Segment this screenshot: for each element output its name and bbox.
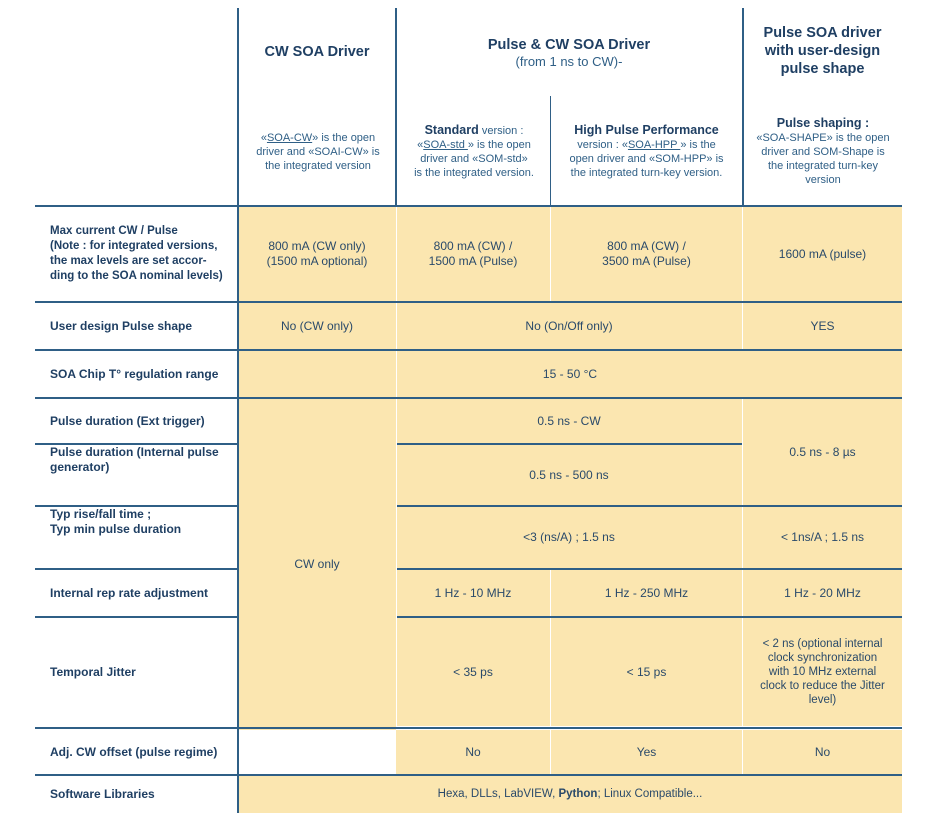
jitter-shape-3: with 10 MHz external [768,666,877,678]
hline-r4 [35,443,237,445]
user-pulse-label-text: User design Pulse shape [50,318,193,333]
hline-r7b [397,616,902,618]
software-pre: Hexa, DLLs, LabVIEW, [437,788,559,800]
vline-body-pulse-shape-1 [742,207,743,349]
max-current-std-2: 1500 mA (Pulse) [428,254,518,268]
header-shape-line-2: with user-design [764,43,881,59]
desc-shape-line3: the integrated turn-key [767,159,879,172]
desc-hpp-post: » is the [680,138,716,151]
pulse-int-label-2: generator) [50,460,110,474]
desc-shape-line2: driver and SOM-Shape is [761,145,885,158]
max-current-std [396,207,550,301]
pulse-ext-value-text: 0.5 ns - CW [537,413,601,428]
desc-cw-line3: the integrated version [265,160,371,172]
desc-std-name: SOA-std [423,138,468,151]
vline-label-cw [237,8,239,813]
hline-header [35,205,902,207]
rep-rate-std-text: 1 Hz - 10 MHz [434,585,512,600]
desc-std-pre: « [417,138,424,151]
header-shape-line-1: Pulse SOA driver [763,25,882,41]
row-label-software [35,776,237,813]
hline-r3 [35,397,902,399]
header-pulse-cw-soa-driver [396,30,742,74]
temp-range-value [238,351,902,397]
max-current-label-4: ding to the SOA nominal levels) [50,270,223,282]
desc-std-bold: Standard [424,122,479,137]
jitter-shape-4: clock to reduce the Jitter [760,680,885,692]
desc-hpp-line3: the integrated turn-key version. [570,166,723,179]
jitter-shape-2: clock synchronization [767,652,878,664]
header-cw-title-text: CW SOA Driver [264,44,370,60]
cw-offset-hpp-text: Yes [636,744,657,759]
max-current-label-3: the max levels are set accor- [50,255,207,267]
vline-std-hpp [550,96,551,206]
header-pulse-cw-sub: (from 1 ns to CW)- [515,53,623,69]
max-current-label-2: (Note : for integrated versions, [50,240,218,252]
cw-offset-std-text: No [465,744,481,759]
rep-rate-std [396,570,550,616]
cw-offset-std [396,730,550,774]
user-pulse-cw-text: No (CW only) [280,318,353,333]
row-label-rise [35,507,237,568]
rise-pulse [396,507,742,568]
header-pulse-shape-driver [743,20,902,82]
cw-only-text: CW only [294,557,340,571]
rep-rate-label-text: Internal rep rate adjustment [50,585,209,600]
rep-rate-shape-text: 1 Hz - 20 MHz [784,585,861,600]
rise-shape-text: < 1ns/A ; 1.5 ns [780,530,865,544]
vline-body-std-hpp-2 [550,570,551,774]
desc-cw-line2: driver and «SOAI-CW» is [256,146,380,158]
header-shape-line-3: pulse shape [780,61,865,77]
user-pulse-shape [743,303,902,349]
user-pulse-pulse-text: No (On/Off only) [525,318,613,333]
pulse-shape-merged [743,399,902,505]
pulse-ext-label-text: Pulse duration (Ext trigger) [50,413,205,428]
hline-r1 [35,301,902,303]
rise-pulse-text: <3 (ns/A) ; 1.5 ns [523,530,615,544]
user-pulse-cw [238,303,396,349]
max-current-label-1: Max current CW / Pulse [50,225,178,237]
pulse-shape-merged-text: 0.5 ns - 8 µs [789,444,856,459]
row-label-max-current [35,207,237,301]
hline-r5b [397,505,902,507]
desc-shape-bold: Pulse shaping : [776,115,870,130]
desc-cw [240,122,396,182]
user-pulse-shape-text: YES [810,318,835,333]
hline-r7 [35,616,237,618]
max-current-cw-1: 800 mA (CW only) [268,239,366,253]
software-value [238,776,902,813]
row-label-pulse-ext [35,399,237,443]
pulse-int-value-text: 0.5 ns - 500 ns [529,467,609,482]
rise-label-1: Typ rise/fall time ; [50,507,152,521]
user-pulse-pulse [396,303,742,349]
pulse-int-value [396,445,742,505]
cw-only-merged [238,399,396,730]
rep-rate-hpp-text: 1 Hz - 250 MHz [604,585,689,600]
desc-cw-mid: » is the open [312,132,376,144]
jitter-std [396,618,550,726]
desc-std-rest: version : [478,124,524,137]
pulse-int-label-1: Pulse duration (Internal pulse [50,445,219,459]
header-pulse-cw-title: Pulse & CW SOA Driver [487,36,651,53]
max-current-cw [238,207,396,301]
desc-std-line2: driver and «SOM-std» [420,152,528,165]
desc-hpp-name: SOA-HPP [627,138,681,151]
desc-hpp-bold: High Pulse Performance [574,122,719,137]
hline-r8 [35,727,902,729]
desc-hpp-line2: open driver and «SOM-HPP» is [569,152,724,165]
jitter-std-text: < 35 ps [453,664,493,679]
max-current-hpp [551,207,742,301]
jitter-hpp-text: < 15 ps [626,664,667,679]
row-label-temp-range [35,351,237,397]
software-bold: Python [558,788,598,800]
vline-body-pulse-shape-2 [742,399,743,774]
desc-shape-line4: version [805,173,841,186]
hline-r6 [35,568,237,570]
max-current-shape-text: 1600 mA (pulse) [778,246,867,261]
desc-std-line3: is the integrated version. [414,166,534,179]
row-label-pulse-int [35,445,237,505]
max-current-shape [743,207,902,301]
rise-label-2: Typ min pulse duration [50,522,182,536]
desc-shape-line1: «SOA-SHAPE» is the open [756,131,890,144]
jitter-shape-1: < 2 ns (optional internal [762,638,883,650]
desc-hpp [551,115,742,187]
max-current-std-1: 800 mA (CW) / [433,239,513,253]
hline-r5 [35,505,237,507]
temp-range-value-text: 15 - 50 °C [542,366,598,381]
header-cw-soa-driver [238,38,396,66]
row-label-cw-offset [35,730,237,774]
rep-rate-hpp [551,570,742,616]
desc-cw-open: « [260,132,267,144]
vline-body-cw-pulse [396,207,397,730]
max-current-cw-2: (1500 mA optional) [266,254,368,268]
hline-r4b [397,443,742,445]
vline-pulse-shape [742,8,744,206]
jitter-shape [743,618,902,726]
jitter-label-text: Temporal Jitter [50,664,136,679]
row-label-jitter [35,618,237,726]
row-label-user-pulse [35,303,237,349]
hline-r2 [35,349,902,351]
jitter-shape-5: level) [808,694,837,706]
cw-offset-label-text: Adj. CW offset (pulse regime) [50,744,218,759]
pulse-ext-value [396,399,742,443]
cw-offset-shape [743,730,902,774]
rep-rate-shape [743,570,902,616]
vline-cw-pulse [395,8,397,206]
desc-cw-name: SOA-CW [266,132,313,144]
row-label-rep-rate [35,570,237,616]
desc-shape [744,108,902,194]
software-label-text: Software Libraries [50,787,155,801]
vline-body-std-hpp-1 [550,207,551,301]
jitter-hpp [551,618,742,726]
software-post: ; Linux Compatible... [597,788,703,800]
temp-range-label-text: SOA Chip T° regulation range [50,366,219,381]
cw-offset-hpp [551,730,742,774]
desc-hpp-pre: version : « [577,138,628,151]
hline-r9 [35,774,902,776]
hline-r6b [397,568,902,570]
desc-standard [398,115,550,187]
max-current-hpp-2: 3500 mA (Pulse) [602,254,691,268]
rise-shape [743,507,902,568]
desc-std-post: » is the open [467,138,531,151]
max-current-hpp-1: 800 mA (CW) / [607,239,686,253]
cw-offset-shape-text: No [814,744,831,759]
